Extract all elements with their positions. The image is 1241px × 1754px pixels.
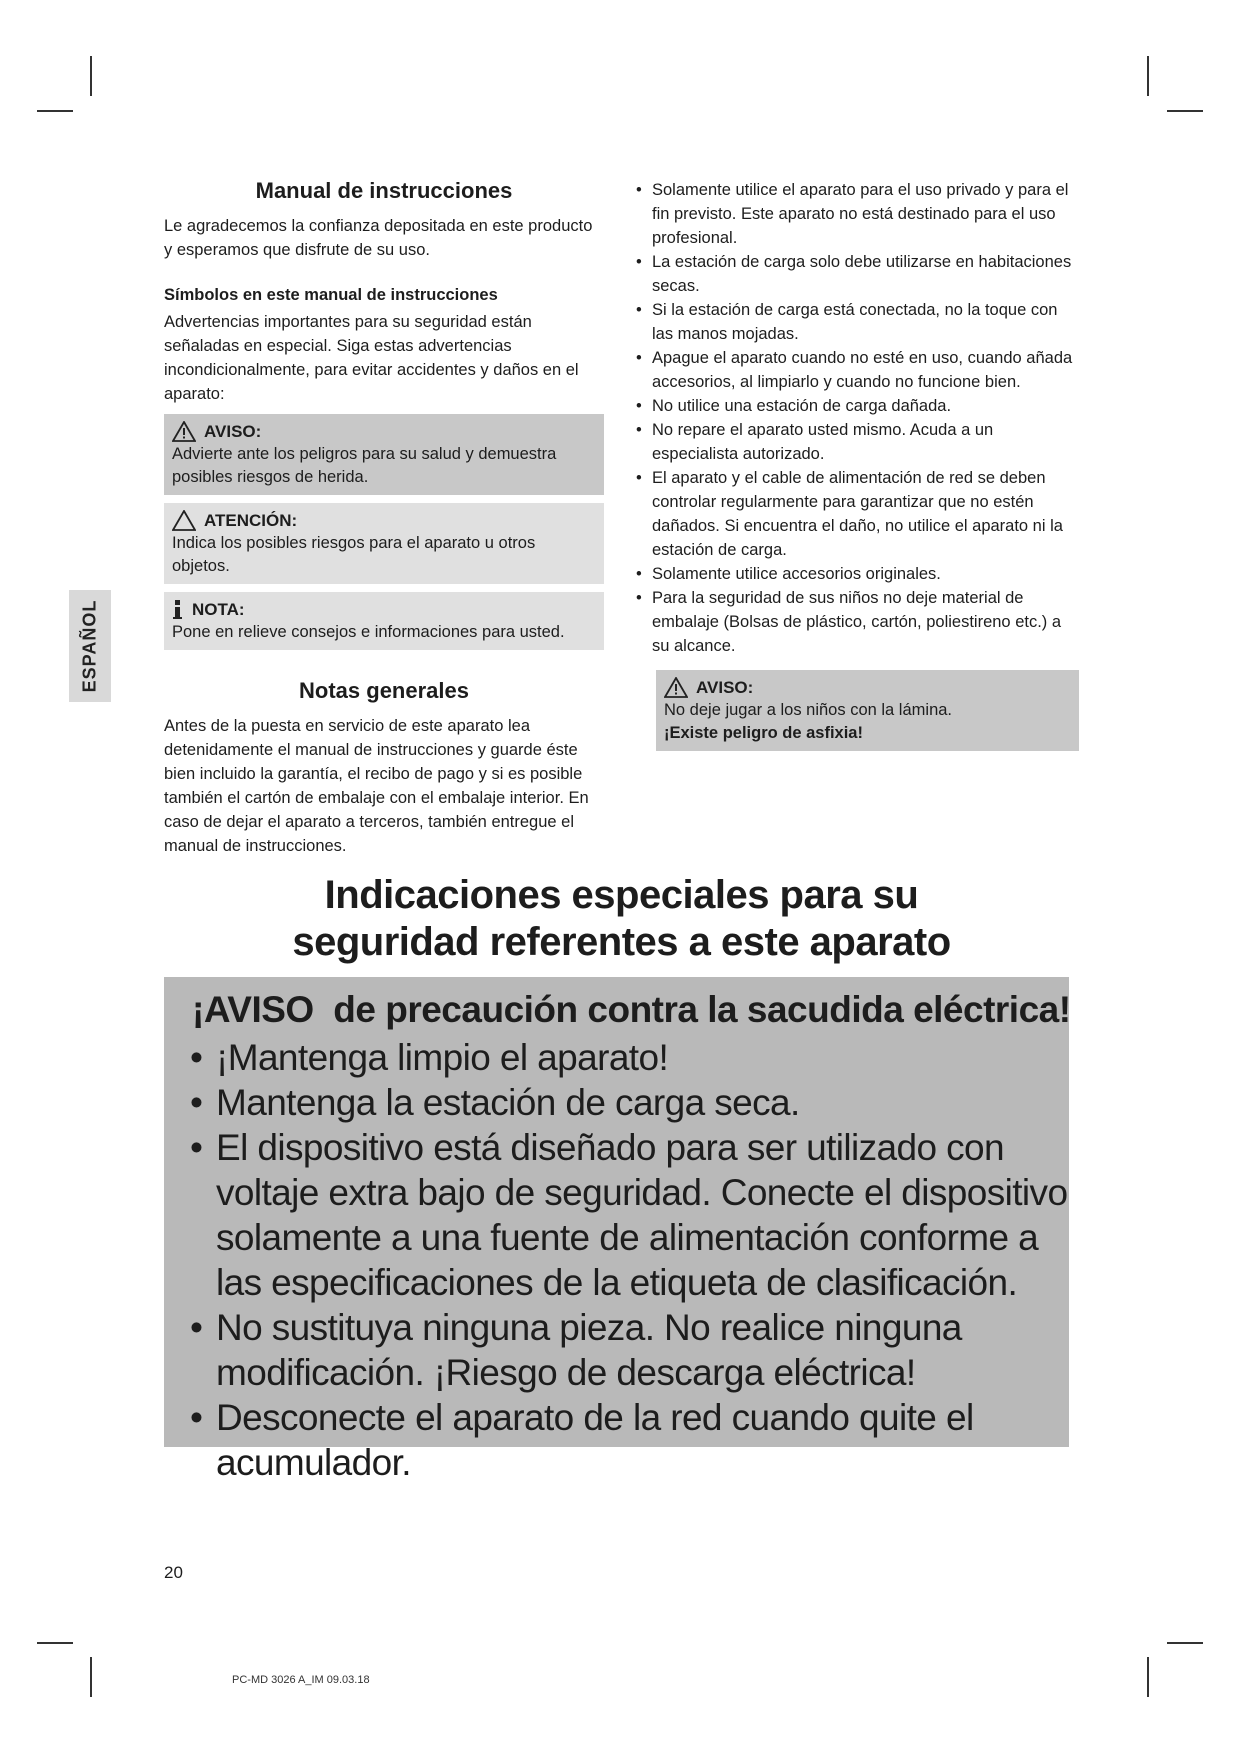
- aviso-box: [164, 414, 604, 495]
- caution-triangle-icon: [172, 510, 196, 531]
- children-aviso-title: AVISO:: [696, 678, 754, 697]
- crop-mark: [1167, 110, 1203, 112]
- right-column: [634, 178, 1079, 751]
- list-item: • Solamente utilice el aparato para el uso privado y para el fin previsto. Este aparato no está destinado para el uso profesional.: [634, 178, 1079, 250]
- children-aviso-line1: No deje jugar a los niños con la lámina.: [664, 701, 953, 719]
- safety-title-line1: Indicaciones especiales para su: [324, 873, 919, 917]
- crop-mark: [1167, 1642, 1203, 1644]
- language-tab: [69, 590, 111, 702]
- list-item: • No repare el aparato usted mismo. Acuda a un especialista autorizado.: [634, 418, 1079, 466]
- crop-mark: [90, 1657, 92, 1697]
- safety-title-line2: seguridad referentes a este aparato: [292, 920, 951, 964]
- crop-mark: [1147, 56, 1149, 96]
- children-aviso-line2: ¡Existe peligro de asfixia!: [664, 724, 863, 742]
- list-item: • La estación de carga solo debe utilizarse en habitaciones secas.: [634, 250, 1079, 298]
- electric-warning-list: [178, 1035, 1069, 1485]
- crop-mark: [1147, 1657, 1149, 1697]
- list-item: • No utilice una estación de carga dañada.: [634, 394, 1079, 418]
- nota-title: NOTA:: [192, 600, 245, 619]
- crop-mark: [37, 110, 73, 112]
- list-item: • Para la seguridad de sus niños no deje material de embalaje (Bolsas de plástico, cartón, poliestireno etc.) a su alcance.: [634, 586, 1079, 658]
- intro-text: Le agradecemos la confianza depositada en este producto y esperamos que disfrute de su uso.: [164, 217, 593, 259]
- list-item: • El dispositivo está diseñado para ser utilizado con voltaje extra bajo de seguridad. Conecte el dispositivo solamente a una fuente de alimentación conforme a las especificaciones de la etiqueta de clasificación.: [178, 1125, 1069, 1305]
- safety-section-title: [164, 872, 1079, 966]
- list-item: • Solamente utilice accesorios originales.: [634, 562, 1079, 586]
- atencion-title: ATENCIÓN:: [204, 511, 298, 530]
- list-item: • ¡Mantenga limpio el aparato!: [178, 1035, 1069, 1080]
- nota-text: Pone en relieve consejos e informaciones para usted.: [172, 623, 565, 641]
- atencion-box: [164, 503, 604, 584]
- warning-triangle-icon: [664, 677, 688, 698]
- aviso-text: Advierte ante los peligros para su salud y demuestra posibles riesgos de herida.: [172, 445, 557, 486]
- warning-triangle-icon: [172, 421, 196, 442]
- notas-title: Notas generales: [299, 678, 469, 703]
- list-item: • Mantenga la estación de carga seca.: [178, 1080, 1069, 1125]
- list-item: • Apague el aparato cuando no esté en uso, cuando añada accesorios, al limpiarlo y cuando no funcione bien.: [634, 346, 1079, 394]
- aviso-title: AVISO:: [204, 422, 262, 441]
- info-icon: [172, 600, 184, 620]
- crop-mark: [90, 56, 92, 96]
- list-item: • No sustituya ninguna pieza. No realice ninguna modificación. ¡Riesgo de descarga eléctrica!: [178, 1305, 1069, 1395]
- safety-list: [634, 178, 1079, 658]
- electric-warning-panel: [164, 977, 1071, 1483]
- page-number: 20: [164, 1563, 183, 1582]
- notas-text: Antes de la puesta en servicio de este aparato lea detenidamente el manual de instrucciones y guarde éste bien incluido la garantía, el recibo de pago y si es posible también el cartón de embalaje con el embalaje interior. En caso de dejar el aparato a terceros, también entregue el manual de instrucciones.: [164, 717, 589, 855]
- symbols-heading: Símbolos en este manual de instrucciones: [164, 286, 498, 304]
- crop-mark: [37, 1642, 73, 1644]
- list-item: • El aparato y el cable de alimentación de red se deben controlar regularmente para garantizar que no estén dañados. Si encuentra el daño, no utilice el aparato ni la estación de carga.: [634, 466, 1079, 562]
- electric-warning-heading: ¡AVISO de precaución contra la sacudida eléctrica!: [192, 989, 1071, 1030]
- atencion-text: Indica los posibles riesgos para el aparato u otros objetos.: [172, 534, 536, 575]
- language-tab-label: ESPAÑOL: [79, 599, 100, 693]
- footer-code: PC-MD 3026 A_IM 09.03.18: [232, 1674, 370, 1686]
- manual-title: Manual de instrucciones: [255, 178, 513, 203]
- children-aviso-box: [656, 670, 1079, 751]
- symbols-text: Advertencias importantes para su seguridad están señaladas en especial. Siga estas advertencias incondicionalmente, para evitar accidentes y daños en el aparato:: [164, 313, 579, 403]
- list-item: • Si la estación de carga está conectada, no la toque con las manos mojadas.: [634, 298, 1079, 346]
- nota-box: [164, 592, 604, 650]
- left-column: [164, 178, 604, 858]
- list-item: • Desconecte el aparato de la red cuando quite el acumulador.: [178, 1395, 1069, 1485]
